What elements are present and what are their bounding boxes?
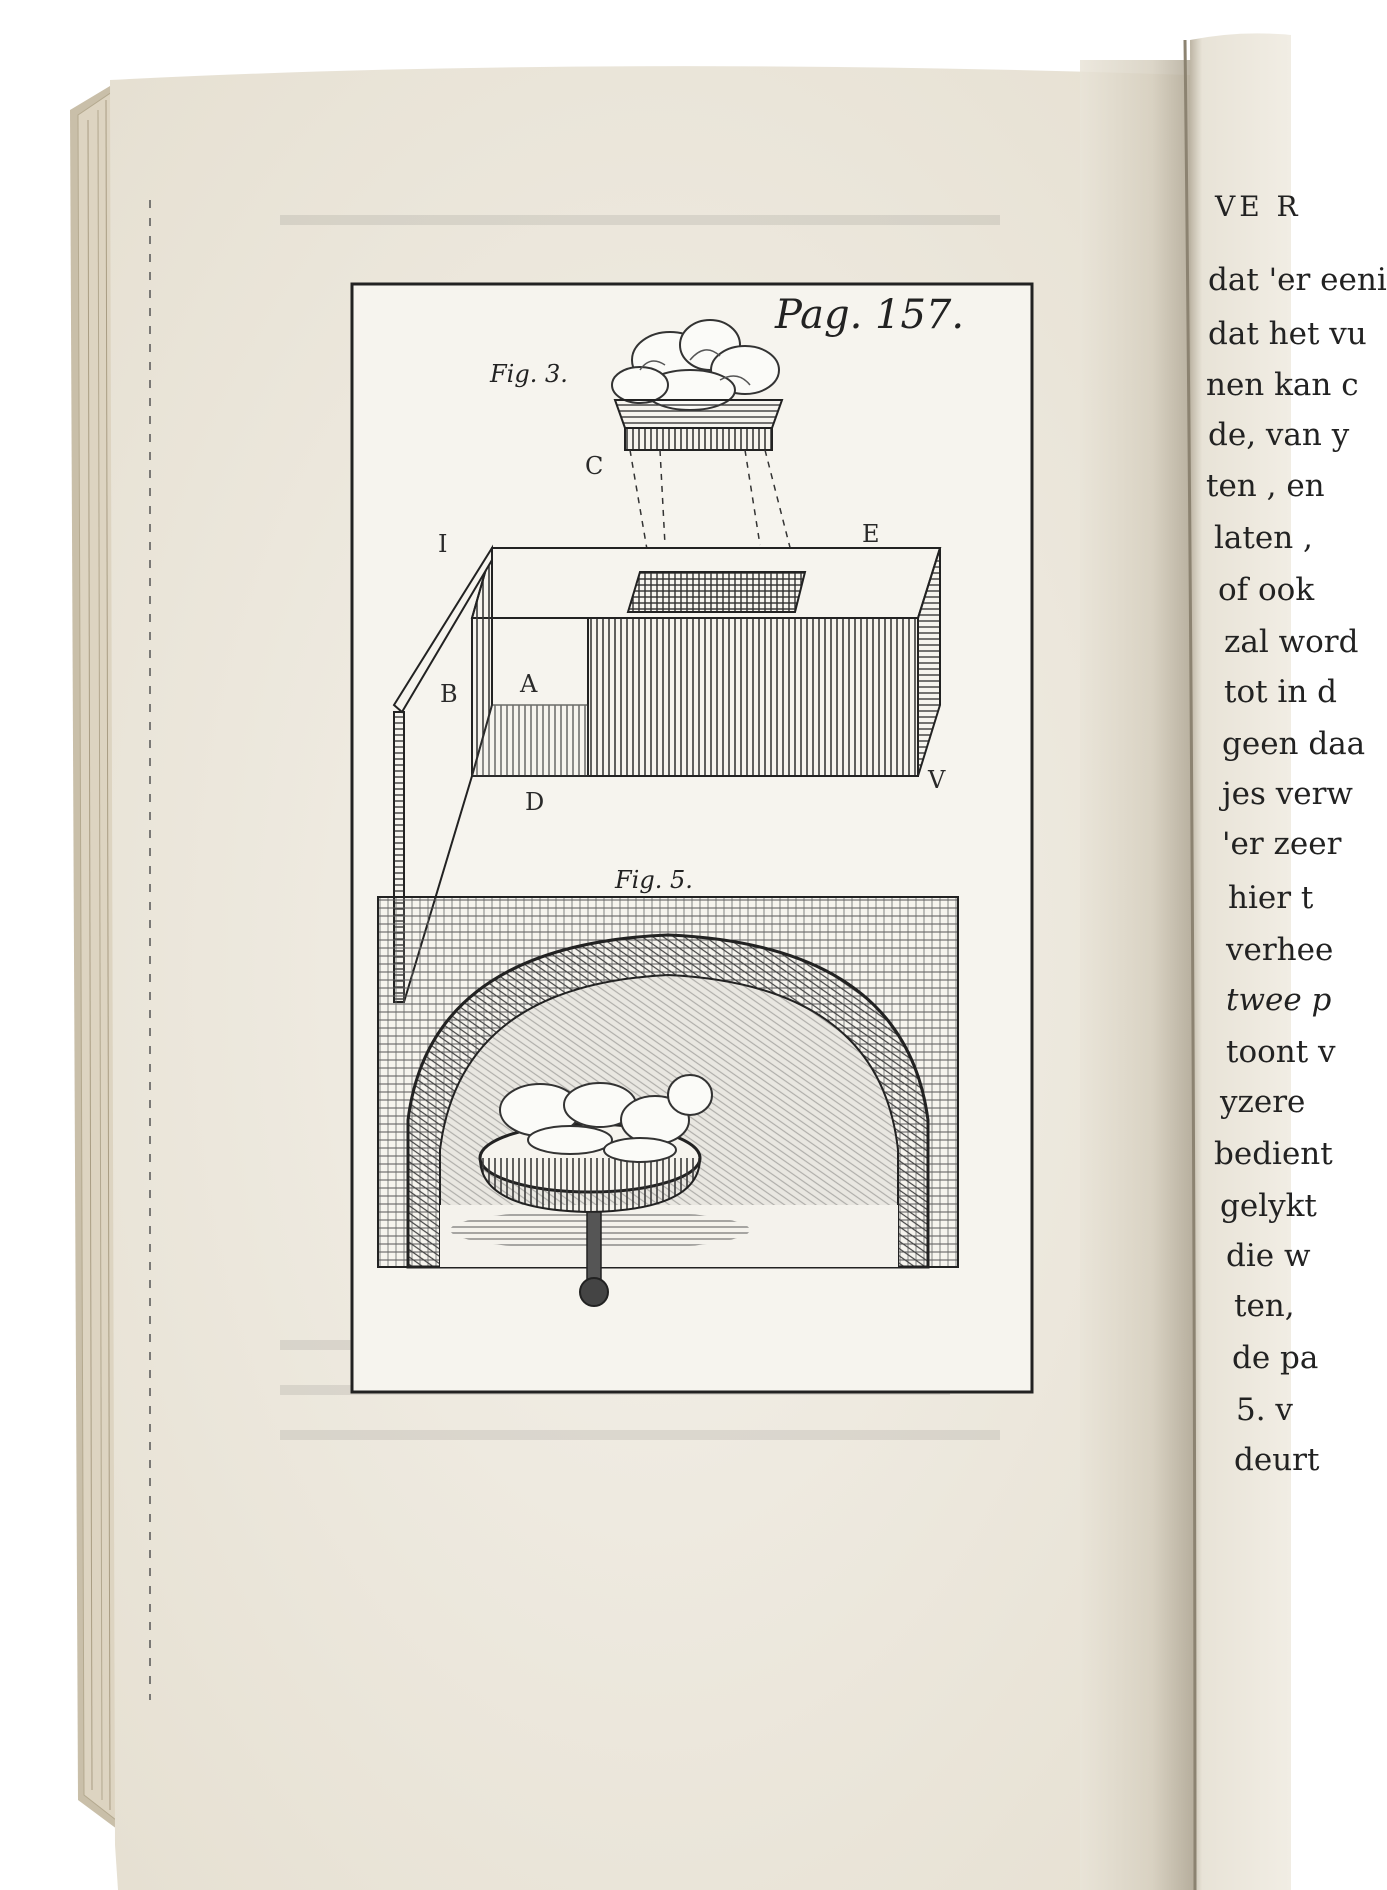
letter-c: C	[585, 452, 604, 480]
right-page-header: VE R	[1215, 190, 1302, 223]
right-page-line: bedient	[1214, 1136, 1333, 1172]
right-page-line: twee p	[1226, 982, 1332, 1018]
letter-a: A	[520, 670, 538, 698]
page-number-label: Pag. 157.	[775, 292, 965, 338]
right-page-line: dat 'er eeni	[1208, 262, 1387, 298]
right-page-line: ten , en	[1206, 468, 1325, 504]
right-page-line: die w	[1226, 1238, 1311, 1274]
right-page-line: verhee	[1226, 932, 1334, 968]
letter-b: B	[440, 680, 458, 708]
right-page-line: 5. v	[1236, 1392, 1293, 1428]
right-page-line: laten ,	[1214, 520, 1313, 556]
right-page-line: nen kan c	[1206, 367, 1359, 403]
right-page-line: jes verw	[1222, 776, 1353, 812]
right-page-line: yzere	[1220, 1084, 1306, 1120]
letter-v: V	[928, 766, 946, 794]
right-page-line: zal word	[1224, 624, 1359, 660]
right-page-line: 'er zeer	[1222, 826, 1342, 862]
letter-e: E	[862, 520, 880, 548]
right-page-line: tot in d	[1224, 674, 1338, 710]
fig3-label: Fig. 3.	[490, 360, 568, 388]
right-page-line: de, van y	[1208, 417, 1350, 453]
right-page-line: of ook	[1218, 572, 1315, 608]
fig5-label: Fig. 5.	[615, 866, 693, 894]
right-page-line: deurt	[1234, 1442, 1320, 1478]
letter-d: D	[525, 788, 545, 816]
fig5-illustration	[378, 897, 958, 1306]
right-page-line: toont v	[1226, 1034, 1336, 1070]
right-page-line: de pa	[1232, 1340, 1319, 1376]
right-page-line: ten,	[1234, 1288, 1295, 1324]
right-page-line: gelykt	[1220, 1188, 1317, 1224]
right-page-line: hier t	[1228, 880, 1314, 916]
letter-i: I	[438, 530, 448, 558]
right-page-line: dat het vu	[1208, 316, 1367, 352]
right-page-line: geen daa	[1222, 726, 1366, 762]
